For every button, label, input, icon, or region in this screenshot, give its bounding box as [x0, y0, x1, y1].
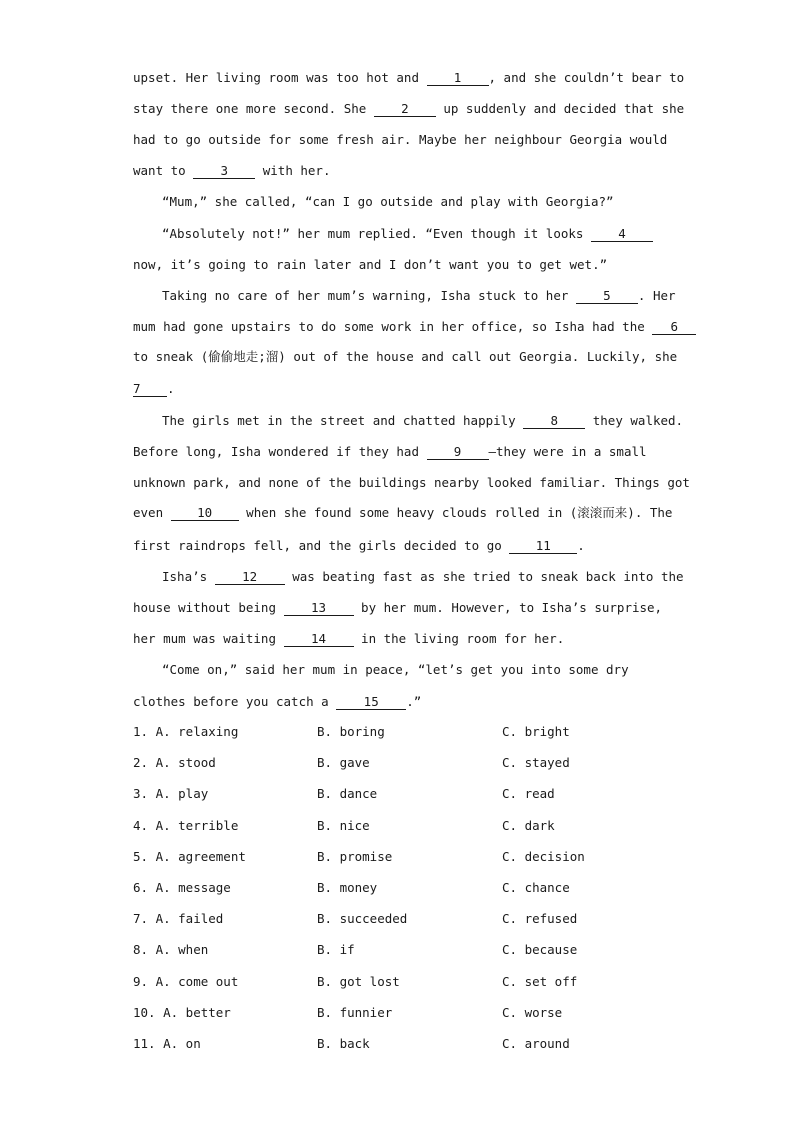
passage-line-5: “Mum,” she called, “can I go outside and play with Georgia?”: [162, 194, 614, 209]
option-2-b[interactable]: B. gave: [317, 755, 370, 770]
passage-line-17: Isha’s 12 was beating fast as she tried to sneak back into the: [162, 569, 684, 584]
passage-line-1: upset. Her living room was too hot and 1 , and she couldn’t bear to: [133, 70, 685, 85]
option-10-a[interactable]: 10. A. better: [133, 1005, 231, 1020]
passage-line-8: Taking no care of her mum’s warning, Isha stuck to her 5 . Her: [162, 288, 676, 303]
option-4-b[interactable]: B. nice: [317, 818, 370, 833]
blank-10[interactable]: 10: [171, 506, 239, 521]
option-5-b[interactable]: B. promise: [317, 849, 393, 864]
passage-line-21: clothes before you catch a 15 .”: [133, 694, 422, 709]
passage-line-13: Before long, Isha wondered if they had 9 —they were in a small: [133, 444, 647, 459]
passage-line-19: her mum was waiting 14 in the living room for her.: [133, 631, 565, 646]
option-11-c[interactable]: C. around: [502, 1036, 570, 1051]
option-4-a[interactable]: 4. A. terrible: [133, 818, 239, 833]
passage-line-4: want to 3 with her.: [133, 163, 331, 178]
passage-line-12: The girls met in the street and chatted happily 8 they walked.: [162, 413, 684, 428]
option-7-c[interactable]: C. refused: [502, 911, 578, 926]
passage-line-16: first raindrops fell, and the girls decided to go 11 .: [133, 538, 585, 553]
blank-13[interactable]: 13: [284, 601, 354, 616]
blank-4[interactable]: 4: [591, 227, 653, 242]
blank-9[interactable]: 9: [427, 445, 489, 460]
option-8-b[interactable]: B. if: [317, 942, 355, 957]
passage-line-3: had to go outside for some fresh air. Maybe her neighbour Georgia would: [133, 132, 668, 147]
blank-8[interactable]: 8: [523, 414, 585, 429]
passage-line-20: “Come on,” said her mum in peace, “let’s get you into some dry: [162, 662, 629, 677]
passage-line-9: mum had gone upstairs to do some work in her office, so Isha had the 6: [133, 319, 696, 335]
option-11-b[interactable]: B. back: [317, 1036, 370, 1051]
option-3-c[interactable]: C. read: [502, 786, 555, 801]
passage-line-10: to sneak (偷偷地走;溜) out of the house and call out Georgia. Luckily, she: [133, 349, 678, 364]
passage-line-15: even 10 when she found some heavy clouds rolled in (滚滚而来). The: [133, 505, 673, 520]
blank-6[interactable]: 6: [652, 320, 696, 335]
option-1-a[interactable]: 1. A. relaxing: [133, 724, 239, 739]
passage-line-7: now, it’s going to rain later and I don’t want you to get wet.”: [133, 257, 608, 272]
option-1-c[interactable]: C. bright: [502, 724, 570, 739]
option-9-c[interactable]: C. set off: [502, 974, 578, 989]
blank-14[interactable]: 14: [284, 632, 354, 647]
blank-2[interactable]: 2: [374, 102, 436, 117]
option-9-a[interactable]: 9. A. come out: [133, 974, 239, 989]
option-5-c[interactable]: C. decision: [502, 849, 585, 864]
option-4-c[interactable]: C. dark: [502, 818, 555, 833]
blank-3[interactable]: 3: [193, 164, 255, 179]
blank-7[interactable]: 7: [133, 382, 167, 397]
option-6-a[interactable]: 6. A. message: [133, 880, 231, 895]
option-9-b[interactable]: B. got lost: [317, 974, 400, 989]
option-6-c[interactable]: C. chance: [502, 880, 570, 895]
passage-line-18: house without being 13 by her mum. However, to Isha’s surprise,: [133, 600, 663, 615]
blank-5[interactable]: 5: [576, 289, 638, 304]
option-8-a[interactable]: 8. A. when: [133, 942, 209, 957]
option-7-a[interactable]: 7. A. failed: [133, 911, 224, 926]
option-5-a[interactable]: 5. A. agreement: [133, 849, 246, 864]
passage-line-14: unknown park, and none of the buildings nearby looked familiar. Things got: [133, 475, 690, 490]
option-10-b[interactable]: B. funnier: [317, 1005, 393, 1020]
option-8-c[interactable]: C. because: [502, 942, 578, 957]
option-3-b[interactable]: B. dance: [317, 786, 378, 801]
option-10-c[interactable]: C. worse: [502, 1005, 563, 1020]
option-1-b[interactable]: B. boring: [317, 724, 385, 739]
option-2-a[interactable]: 2. A. stood: [133, 755, 216, 770]
blank-11[interactable]: 11: [509, 539, 577, 554]
option-7-b[interactable]: B. succeeded: [317, 911, 408, 926]
option-2-c[interactable]: C. stayed: [502, 755, 570, 770]
option-11-a[interactable]: 11. A. on: [133, 1036, 201, 1051]
option-6-b[interactable]: B. money: [317, 880, 378, 895]
passage-line-2: stay there one more second. She 2 up suddenly and decided that she: [133, 101, 685, 116]
option-3-a[interactable]: 3. A. play: [133, 786, 209, 801]
blank-12[interactable]: 12: [215, 570, 285, 585]
blank-15[interactable]: 15: [336, 695, 406, 710]
passage-line-6: “Absolutely not!” her mum replied. “Even though it looks 4: [162, 226, 653, 242]
blank-1[interactable]: 1: [427, 71, 489, 86]
passage-line-11: 7 .: [133, 381, 175, 396]
